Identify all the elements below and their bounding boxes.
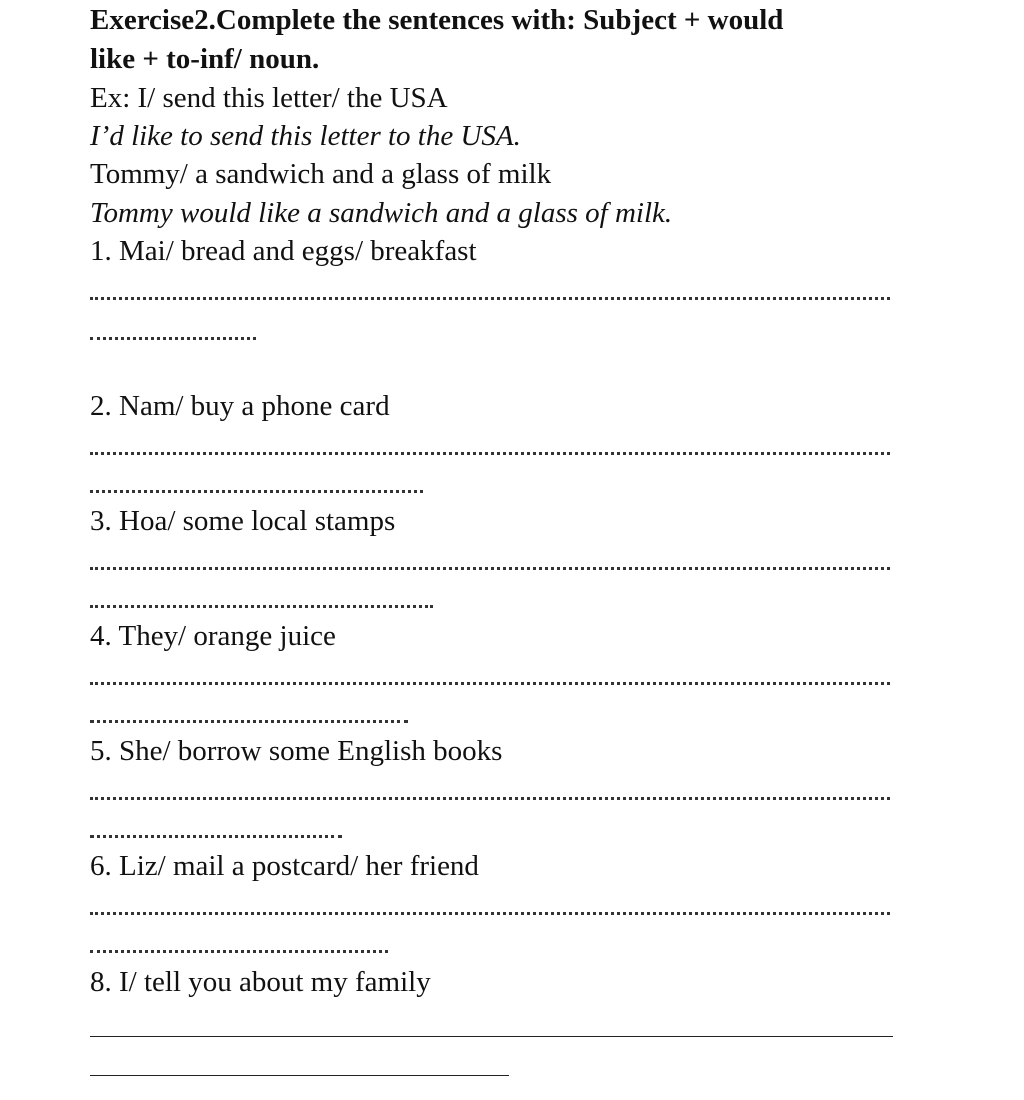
item-6-prompt: 6. Liz/ mail a postcard/ her friend bbox=[90, 850, 479, 882]
item-2-answer-line-1[interactable] bbox=[90, 452, 890, 455]
item-6-answer-line-2[interactable] bbox=[90, 950, 388, 953]
example-answer-2: Tommy would like a sandwich and a glass of milk. bbox=[90, 197, 673, 229]
item-3-answer-line-2[interactable] bbox=[90, 605, 433, 608]
item-1-answer-line-1[interactable] bbox=[90, 297, 890, 300]
item-1-answer-line-2[interactable] bbox=[90, 337, 256, 340]
item-1-prompt: 1. Mai/ bread and eggs/ breakfast bbox=[90, 235, 477, 267]
item-8-prompt: 8. I/ tell you about my family bbox=[90, 966, 431, 998]
example-answer-1: I’d like to send this letter to the USA. bbox=[90, 120, 521, 152]
item-3-prompt: 3. Hoa/ some local stamps bbox=[90, 505, 396, 537]
item-8-answer-line-2[interactable] bbox=[90, 1075, 509, 1076]
item-8-answer-line-1[interactable] bbox=[90, 1036, 893, 1037]
item-3-answer-line-1[interactable] bbox=[90, 567, 890, 570]
example-prompt-1: Ex: I/ send this letter/ the USA bbox=[90, 82, 448, 114]
item-4-prompt: 4. They/ orange juice bbox=[90, 620, 336, 652]
item-5-prompt: 5. She/ borrow some English books bbox=[90, 735, 503, 767]
item-4-answer-line-1[interactable] bbox=[90, 682, 890, 685]
item-5-answer-line-1[interactable] bbox=[90, 797, 890, 800]
item-2-prompt: 2. Nam/ buy a phone card bbox=[90, 390, 390, 422]
item-5-answer-line-2[interactable] bbox=[90, 835, 342, 838]
item-4-answer-line-2[interactable] bbox=[90, 720, 408, 723]
example-prompt-2: Tommy/ a sandwich and a glass of milk bbox=[90, 158, 552, 190]
exercise-title-line-2: like + to-inf/ noun. bbox=[90, 43, 320, 75]
item-6-answer-line-1[interactable] bbox=[90, 912, 890, 915]
exercise-title-line-1: Exercise2.Complete the sentences with: Subject + would bbox=[90, 4, 784, 36]
item-2-answer-line-2[interactable] bbox=[90, 490, 423, 493]
